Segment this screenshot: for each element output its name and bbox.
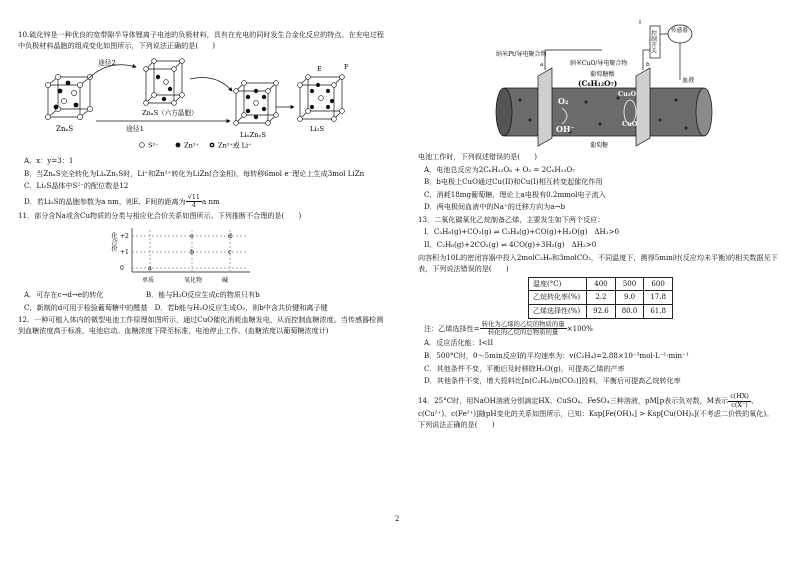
q13-option-c[interactable]: C．其他条件不变，平衡后及时移除H₂O(g)，可提高乙烯的产率 bbox=[424, 363, 625, 373]
legend-zn: Zn²⁺ bbox=[184, 141, 199, 150]
q12-option-a[interactable]: A．电池总反应为2C₆H₁₂O₆ + O₂ = 2C₆H₁₂O₇ bbox=[424, 164, 575, 174]
left-column bbox=[18, 30, 390, 339]
acid-formula: (C₆H₁₂O₇) bbox=[578, 79, 618, 88]
q11-option-d[interactable]: D．若b能与H₂O反应生成O₂，则b中含共价键和离子键 bbox=[154, 302, 328, 312]
right-column bbox=[418, 152, 778, 432]
table-cell: 乙烯选择性(%) bbox=[529, 305, 587, 319]
label-li2s: Li₂S bbox=[310, 124, 325, 133]
label-f: F bbox=[344, 62, 349, 71]
q11-options-ab bbox=[24, 290, 390, 301]
x-tick-label: 碱 bbox=[222, 277, 229, 284]
q10-option-b[interactable]: B．当ZnₓS完全转化为LiₓZnᵧS时，Li⁺和Zn²⁺转化为LiZn(合金相)，每转移6mol e⁻理论上生成3mol LiZn bbox=[24, 168, 365, 178]
glucose-label: 葡萄糖 bbox=[590, 142, 609, 149]
table-header-row bbox=[529, 277, 673, 291]
chart-point-c: c bbox=[228, 248, 232, 256]
table-cell: 2.2 bbox=[587, 291, 616, 305]
q14-frac-num: c(HX) bbox=[730, 392, 749, 401]
oh-label: OH⁻ bbox=[556, 124, 575, 134]
label-zn-hex: ZnₓS（六方晶胞） bbox=[142, 108, 198, 117]
vessel-start bbox=[496, 88, 512, 136]
q13-note bbox=[424, 321, 778, 337]
q12-stem: 12．一种可植入体内的微型电池工作原理如图所示，通过CuO催化消耗血糖发电，从而控制血糖浓度。当传感器检测到血糖浓度高于标准，电池启动。血糖浓度下降至标准，电池停止工作。(血糖浓度以葡萄糖浓度计) bbox=[18, 315, 384, 336]
q10-d-num: √11 bbox=[187, 192, 200, 201]
y-tick-label: +1 bbox=[120, 249, 129, 256]
table-header-cell: 400 bbox=[587, 277, 616, 291]
y-tick-label: 0 bbox=[120, 265, 124, 272]
label-path1: 途径1 bbox=[126, 124, 144, 133]
sensor-label: 传感器 bbox=[671, 28, 688, 34]
q13-note-den: 转化的乙烷的总物质的量 bbox=[488, 328, 559, 337]
q10-option-c[interactable]: C．Li₂S晶体中S²⁻的配位数是12 bbox=[24, 181, 129, 191]
q12-work: 电池工作时，下列叙述错误的是( ) bbox=[418, 152, 538, 161]
crystal-diagram bbox=[18, 55, 390, 153]
q13-option-a[interactable]: A．反应活化能：I<II bbox=[424, 338, 494, 348]
label-path2: 途径2 bbox=[98, 58, 116, 67]
hex-zn-ions bbox=[156, 75, 172, 101]
y-tick-label: +2 bbox=[120, 233, 129, 240]
chart-ylabel: 化合价 bbox=[110, 232, 118, 252]
x-tick-label: 单质 bbox=[142, 277, 155, 284]
cuo-label: 纳米CuO/导电聚合物 bbox=[570, 60, 628, 67]
legend-li: Zn²⁺或 Li⁺ bbox=[218, 141, 252, 150]
q10-d-post: a nm bbox=[201, 196, 220, 206]
legend bbox=[140, 140, 253, 149]
path2-arrow-b bbox=[190, 77, 232, 91]
o2-label: O₂ bbox=[558, 96, 569, 106]
acid-label: 葡萄糖酸 bbox=[590, 71, 615, 78]
table-header-cell: 500 bbox=[615, 277, 644, 291]
blood-label: 血液 bbox=[682, 77, 695, 84]
q11-option-b[interactable]: B．能与H₂O反应生成c的物质只有b bbox=[145, 289, 260, 299]
q13-condition: 向容积为10L的密闭容器中投入2molC₂H₆和3molCO₂，不同温度下，测得5min时(反应均未平衡)的相关数据见下表，下列说法错误的是( ) bbox=[418, 252, 778, 273]
q13-reaction-1: I．C₂H₆(g)+CO₂(g) ⇌ C₂H₄(g)+CO(g)+H₂O(g) ΔH₁>0 bbox=[424, 227, 620, 237]
cuo-chem-label: CuO bbox=[622, 120, 638, 128]
table-cell: 乙烷转化率(%) bbox=[529, 291, 587, 305]
q12-battery-figure bbox=[490, 20, 720, 154]
q11-option-a[interactable]: A．可存在c→d→e的转化 bbox=[24, 289, 104, 299]
blood-vessel bbox=[504, 88, 704, 136]
chart-point-a: a bbox=[148, 264, 152, 272]
label-e: E bbox=[317, 64, 322, 73]
table-cell: 17.8 bbox=[644, 291, 673, 305]
chart-point-e: e bbox=[190, 232, 194, 240]
q10-d-den: 4 bbox=[191, 201, 196, 210]
q12-option-c[interactable]: C．消耗18mg葡萄糖，理论上a电极有0.2mmol电子流入 bbox=[424, 189, 606, 199]
valence-chart-svg bbox=[112, 224, 262, 286]
switch-label: 控制开关 bbox=[649, 30, 656, 54]
q11-options-cd bbox=[24, 303, 390, 314]
q10-d-fraction bbox=[186, 194, 202, 210]
page-number: 2 bbox=[395, 515, 400, 523]
chart-point-d: d bbox=[228, 232, 233, 240]
chart-point-b: b bbox=[190, 248, 195, 256]
q11-valence-chart bbox=[112, 224, 390, 290]
cu2o-label: Cu₂O bbox=[618, 90, 637, 98]
legend-s: S²⁻ bbox=[148, 141, 159, 150]
x-tick-label: 氧化物 bbox=[184, 277, 203, 284]
table-cell: 9.0 bbox=[615, 291, 644, 305]
q10-option-d[interactable] bbox=[24, 194, 390, 210]
table-header-cell: 温度(°C) bbox=[529, 277, 587, 291]
table-cell: 61.8 bbox=[644, 305, 673, 319]
q14-stem-2: 、c(Cu²⁺)、c(Fe²⁺)]随pH变化的关系如图所示，已知：Ksp[Fe(OH)₂] > Ksp[Cu(OH)₂](不考虑二价铁的氧化)。下列说法正确的是( ) bbox=[418, 396, 774, 429]
q10-stem: 10.硫化锌是一种优良的宽带隙半导体锂离子电池的负极材料，具有在充电的同时发生合金化反应的特点。在充电过程中负极材料晶胞的组成变化如图所示，下列说法正确的是( ) bbox=[18, 30, 384, 50]
label-zns: ZnₓS bbox=[56, 124, 74, 133]
q10-option-a[interactable]: A．x：y=3：1 bbox=[24, 155, 74, 165]
q11-option-c[interactable]: C．新制的d可用于检验葡萄糖中的醛基 bbox=[24, 302, 148, 312]
q13-note-num: 转化为乙烯的乙烷的物质的量 bbox=[481, 320, 565, 329]
label-a: a bbox=[540, 62, 544, 68]
q12-option-d[interactable]: D．两电极间血液中的Na⁺的迁移方向为a→b bbox=[424, 202, 565, 212]
table-cell: 92.6 bbox=[587, 305, 616, 319]
table-row bbox=[529, 291, 673, 305]
battery-svg bbox=[490, 20, 720, 150]
q13-note-post: ×100% bbox=[566, 323, 593, 333]
q14-stem-1: 14．25°C时，用NaOH溶液分别滴定HX、CuSO₄、FeSO₄三种溶液，pM[p表示负对数，M表示 bbox=[418, 396, 729, 406]
q13-option-d[interactable]: D．其他条件不变，增大投料比[n(C₂H₆)/n(CO₂)]投料，平衡后可提高乙烷转化率 bbox=[424, 376, 681, 386]
q13-option-b[interactable]: B．500°C时，0～5min反应I的平均速率为：v(C₂H₄)=2.88×10⁻³mol·L⁻¹·min⁻¹ bbox=[424, 351, 689, 361]
q13-stem: 13．二氧化碳氧化乙烷制备乙烯，主要发生如下两个反应： bbox=[418, 214, 605, 224]
q14-frac-den: c(X⁻) bbox=[731, 400, 748, 409]
table-cell: 80.0 bbox=[615, 305, 644, 319]
label-lizns: LiₓZnᵧS bbox=[240, 130, 266, 139]
cuo-electrode bbox=[636, 68, 650, 146]
table-header-cell: 600 bbox=[644, 277, 673, 291]
chart-marks bbox=[120, 230, 248, 284]
vessel-end bbox=[696, 88, 712, 136]
label-b: b bbox=[646, 62, 650, 68]
q14-fraction bbox=[728, 393, 751, 409]
table-row bbox=[529, 305, 673, 319]
q13-reaction-2: II．C₂H₆(g)+2CO₂(g) ⇌ 4CO(g)+3H₂(g) ΔH₂>0 bbox=[424, 240, 597, 250]
q12-option-b[interactable]: B．b电极上CuO通过Cu(II)和Cu(I)相互转变起催化作用 bbox=[424, 177, 603, 187]
q10-d-pre: D．若Li₂S的晶胞参数为a nm，则E、F间的距离为 bbox=[24, 196, 186, 206]
q13-table bbox=[528, 277, 673, 320]
pt-label: 纳米Pt/导电聚合物 bbox=[496, 51, 547, 58]
q11-stem: 11．部分含Na或含Cu物质的分类与相应化合价关系如图所示。下列推断不合理的是( ) bbox=[18, 211, 302, 221]
q13-note-fraction bbox=[480, 321, 567, 337]
q10-crystal-figure bbox=[18, 55, 390, 153]
q13-note-pre: 注：乙烯选择性= bbox=[424, 323, 480, 333]
q14-stem bbox=[418, 393, 778, 431]
pt-electrode bbox=[538, 68, 552, 146]
